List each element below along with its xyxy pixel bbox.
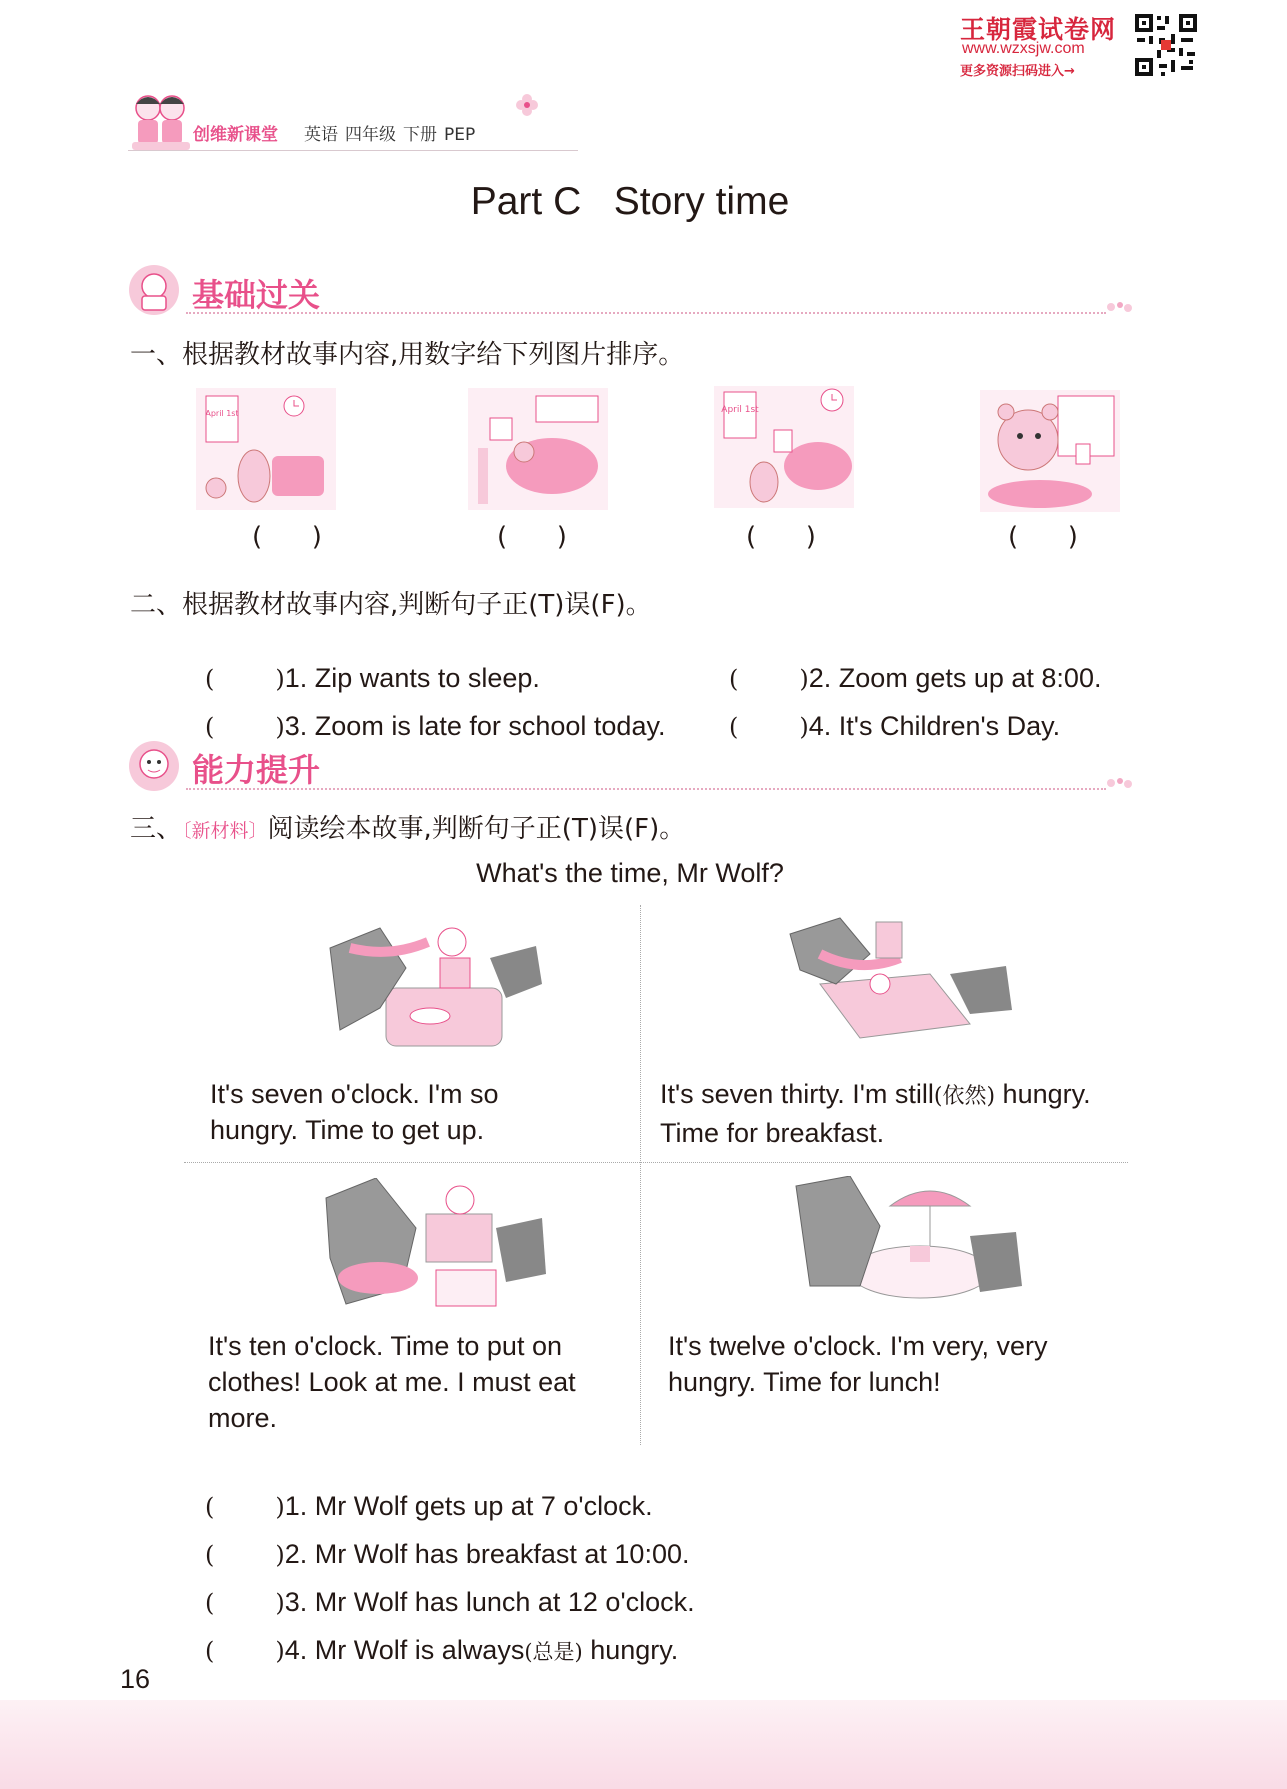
new-material-tag: 〔新材料〕 — [182, 820, 268, 842]
answer-paren[interactable]: ( ) — [205, 665, 285, 693]
grade: 四年级 — [345, 125, 396, 145]
panel-2-text-a: It's seven thirty. I'm still — [660, 1079, 934, 1109]
answer-paren[interactable]: ( ) — [729, 665, 809, 693]
qr-code-icon[interactable] — [1133, 12, 1199, 78]
section-title-advanced: 能力提升 — [192, 751, 321, 789]
answer-paren[interactable]: ( ) — [205, 1637, 285, 1665]
answer-blank-3[interactable]: ( ) — [746, 522, 816, 552]
page-title: Part C Story time — [470, 180, 790, 223]
story-picture-2 — [468, 388, 608, 510]
book-info — [304, 120, 482, 145]
answer-blank-1[interactable]: ( ) — [252, 522, 322, 552]
panel-4-text: It's twelve o'clock. I'm very, very hungry. Time for lunch! — [668, 1331, 1048, 1397]
panel-divider-horizontal — [184, 1162, 1128, 1163]
tf-item — [190, 680, 665, 742]
story-picture-3 — [714, 386, 854, 508]
answer-paren[interactable]: ( ) — [205, 1589, 285, 1617]
kids-logo-icon — [126, 90, 196, 156]
panel-1-text: It's seven o'clock. I'm so hungry. Time to get up. — [210, 1079, 499, 1145]
tf-item-text: 2. Zoom gets up at 8:00. — [808, 663, 1102, 693]
footer-band — [0, 1700, 1287, 1789]
brand-name: 王朝霞试卷网 — [960, 15, 1117, 44]
tf-item-text: 1. Zip wants to sleep. — [284, 663, 540, 693]
wolf-waking-up-picture — [310, 918, 560, 1058]
calendar-caption: April 1st — [205, 409, 239, 418]
tf-item-text: 3. Zoom is late for school today. — [284, 711, 666, 741]
flower-icon — [514, 92, 540, 118]
section-divider — [186, 312, 1106, 314]
tf-item-text-b: hungry. — [582, 1635, 679, 1665]
tf-item-text: 3. Mr Wolf has lunch at 12 o'clock. — [284, 1587, 695, 1617]
answer-paren[interactable]: ( ) — [205, 713, 285, 741]
dots-icon — [1106, 300, 1134, 314]
header-divider — [128, 150, 578, 151]
question3-number: 三、 — [130, 814, 183, 844]
wolf-dressing-picture — [316, 1178, 566, 1318]
question3-title — [130, 808, 685, 845]
story-title: What's the time, Mr Wolf? — [476, 858, 784, 888]
page-number: 16 — [120, 1664, 151, 1694]
panel-2-note: (依然) — [933, 1084, 996, 1109]
calendar-caption: April 1st — [721, 405, 759, 415]
panel-2-text-b: hungry. Time for breakfast. — [660, 1079, 1091, 1148]
tf-item-note: (总是) — [524, 1640, 583, 1664]
wolf-breakfast-picture — [780, 914, 1030, 1054]
answer-blank-2[interactable]: ( ) — [497, 522, 567, 552]
tf-item-text: 1. Mr Wolf gets up at 7 o'clock. — [284, 1491, 653, 1521]
section-title-basic: 基础过关 — [192, 276, 321, 314]
story-picture-1 — [196, 388, 336, 510]
brand-slogan: 更多资源扫码进入→ — [960, 64, 1075, 79]
tf-item-text: 2. Mr Wolf has breakfast at 10:00. — [284, 1539, 690, 1569]
panel-3-text: It's ten o'clock. Time to put on clothes! Look at me. I must eat more. — [208, 1331, 576, 1433]
panel-2-text — [660, 1076, 1110, 1151]
subject: 英语 — [304, 125, 338, 145]
question2-title: 二、根据教材故事内容,判断句子正(T)误(F)。 — [130, 590, 652, 620]
panel-divider-vertical — [640, 905, 641, 1445]
answer-blank-4[interactable]: ( ) — [1008, 522, 1078, 552]
tf-item — [190, 1604, 678, 1666]
girl-reading-icon — [128, 264, 180, 316]
answer-paren[interactable]: ( ) — [205, 1541, 285, 1569]
edition: PEP — [444, 125, 476, 145]
tf-item-text: 4. It's Children's Day. — [808, 711, 1061, 741]
question3-instruction: 阅读绘本故事,判断句子正(T)误(F)。 — [267, 814, 686, 844]
book-series: 创维新课堂 — [193, 125, 278, 145]
story-picture-4 — [980, 390, 1120, 512]
dots-icon — [1106, 776, 1134, 790]
question1-title: 一、根据教材故事内容,用数字给下列图片排序。 — [130, 340, 685, 370]
answer-paren[interactable]: ( ) — [205, 1493, 285, 1521]
volume: 下册 — [403, 125, 437, 145]
girl-thinking-icon — [128, 740, 180, 792]
tf-item — [714, 680, 1060, 742]
tf-item-text-a: 4. Mr Wolf is always — [284, 1635, 525, 1665]
wolf-lunch-picture — [790, 1176, 1040, 1316]
brand-url[interactable]: www.wzxsjw.com — [962, 40, 1085, 57]
section-divider — [186, 788, 1106, 790]
answer-paren[interactable]: ( ) — [729, 713, 809, 741]
